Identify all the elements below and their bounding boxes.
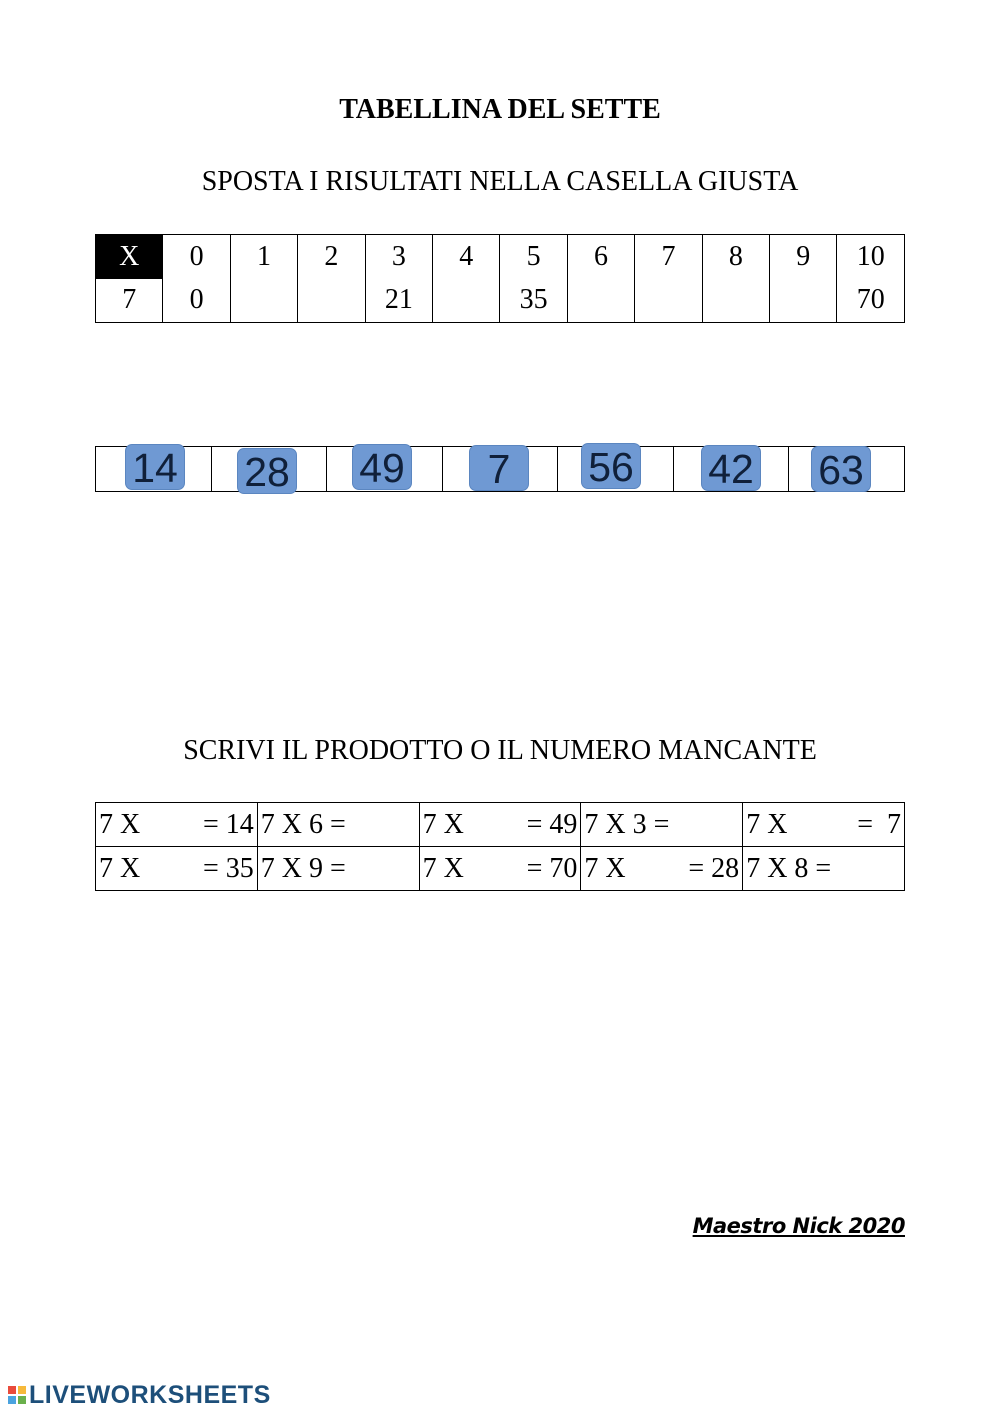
exercise-right: = 49 xyxy=(526,808,578,840)
instruction-write: SCRIVI IL PRODOTTO O IL NUMERO MANCANTE xyxy=(183,735,817,766)
exercise-row xyxy=(96,847,905,891)
exercise-cell xyxy=(743,803,905,847)
factor-cell: 7 xyxy=(635,235,702,279)
drag-answer-chip[interactable]: 14 xyxy=(125,444,185,490)
exercise-left: 7 X 6 = xyxy=(260,808,346,840)
exercise-left: 7 X xyxy=(99,852,141,884)
drag-answer-chip[interactable]: 7 xyxy=(469,445,529,491)
answer-input[interactable] xyxy=(851,854,881,884)
logo-text: LIVEWORKSHEETS xyxy=(29,1380,271,1409)
answer-input[interactable] xyxy=(480,854,510,884)
exercise-cell xyxy=(419,803,581,847)
result-drop-zone[interactable] xyxy=(298,279,365,323)
multiplier-cell: 7 xyxy=(96,279,163,323)
exercise-cell xyxy=(581,803,743,847)
result-cell: 21 xyxy=(365,279,432,323)
exercise-left: 7 X xyxy=(422,808,464,840)
result-cell: 35 xyxy=(500,279,567,323)
result-drop-zone[interactable] xyxy=(230,279,297,323)
answer-input[interactable] xyxy=(366,810,396,840)
multiplication-table xyxy=(95,234,905,323)
times-header-cell: X xyxy=(96,235,163,279)
exercise-cell xyxy=(743,847,905,891)
factor-cell: 3 xyxy=(365,235,432,279)
result-drop-zone[interactable] xyxy=(433,279,500,323)
exercise-cell xyxy=(581,847,743,891)
exercise-left: 7 X xyxy=(584,852,626,884)
result-cell: 0 xyxy=(163,279,230,323)
drag-answer-chip[interactable]: 49 xyxy=(352,444,412,490)
factor-cell: 1 xyxy=(230,235,297,279)
result-drop-zone[interactable] xyxy=(567,279,634,323)
exercise-cell xyxy=(96,803,258,847)
exercise-right: = 35 xyxy=(202,852,254,884)
exercise-left: 7 X 3 = xyxy=(584,808,670,840)
exercise-cell xyxy=(419,847,581,891)
factor-cell: 2 xyxy=(298,235,365,279)
drag-answer-chip[interactable]: 56 xyxy=(581,443,641,489)
exercise-right: = 28 xyxy=(688,852,740,884)
author-signature: Maestro Nick 2020 xyxy=(692,1214,905,1238)
result-drop-zone[interactable] xyxy=(635,279,702,323)
result-drop-zone[interactable] xyxy=(702,279,769,323)
factor-cell: 10 xyxy=(837,235,905,279)
logo-squares-icon xyxy=(8,1386,26,1404)
exercise-row xyxy=(96,803,905,847)
results-row xyxy=(96,279,905,323)
drag-answer-chip[interactable]: 63 xyxy=(811,446,871,492)
exercise-right: = 70 xyxy=(526,852,578,884)
exercise-right: = 14 xyxy=(202,808,254,840)
drag-answer-chip[interactable]: 28 xyxy=(237,448,297,494)
exercise-cell xyxy=(96,847,258,891)
answer-input[interactable] xyxy=(157,810,187,840)
factor-cell: 5 xyxy=(500,235,567,279)
factor-cell: 0 xyxy=(163,235,230,279)
result-drop-zone[interactable] xyxy=(770,279,837,323)
liveworksheets-logo[interactable] xyxy=(8,1380,271,1410)
exercise-table xyxy=(95,802,905,891)
answer-input[interactable] xyxy=(157,854,187,884)
exercise-left: 7 X xyxy=(99,808,141,840)
factor-cell: 6 xyxy=(567,235,634,279)
factor-cell: 9 xyxy=(770,235,837,279)
answer-input[interactable] xyxy=(642,854,672,884)
exercise-cell xyxy=(257,803,419,847)
result-cell: 70 xyxy=(837,279,905,323)
exercise-left: 7 X 8 = xyxy=(746,852,832,884)
answer-input[interactable] xyxy=(480,810,510,840)
factors-row xyxy=(96,235,905,279)
exercise-left: 7 X xyxy=(746,808,788,840)
exercise-left: 7 X xyxy=(422,852,464,884)
drag-answer-chip[interactable]: 42 xyxy=(701,445,761,491)
answer-input[interactable] xyxy=(807,810,837,840)
page-title: TABELLINA DEL SETTE xyxy=(339,94,661,125)
answer-input[interactable] xyxy=(366,854,396,884)
answer-input[interactable] xyxy=(689,810,719,840)
instruction-drag: SPOSTA I RISULTATI NELLA CASELLA GIUSTA xyxy=(201,166,799,197)
exercise-right: = 7 xyxy=(857,808,901,840)
exercise-left: 7 X 9 = xyxy=(260,852,346,884)
exercise-cell xyxy=(257,847,419,891)
factor-cell: 8 xyxy=(702,235,769,279)
factor-cell: 4 xyxy=(433,235,500,279)
